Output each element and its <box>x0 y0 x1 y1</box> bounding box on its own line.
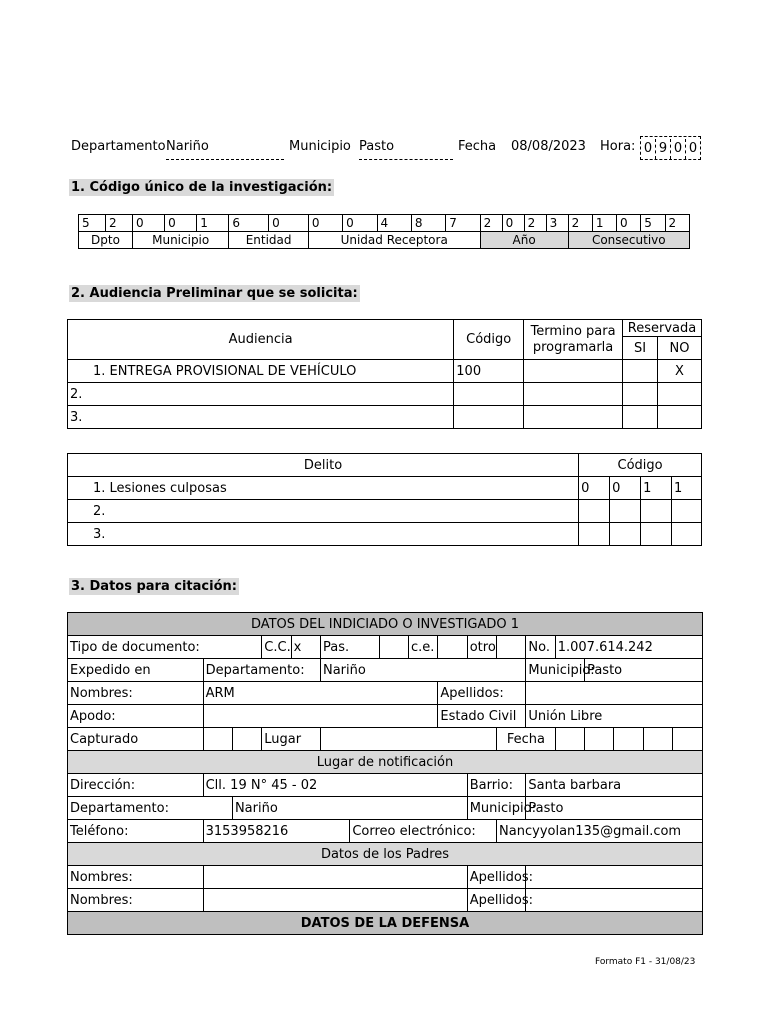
audiencia-table <box>67 319 702 429</box>
correo-label: Correo electrónico: <box>350 820 497 843</box>
fecha-box <box>614 728 643 751</box>
dep-value: Nariño <box>232 797 467 820</box>
capturado-label: Capturado <box>68 728 204 751</box>
codigo-cell <box>454 406 524 429</box>
termino-cell <box>524 360 623 383</box>
si-cell <box>623 406 658 429</box>
dep-label: Departamento: <box>68 797 233 820</box>
municipio-label: Municipio: <box>526 659 585 682</box>
ce-mark <box>438 636 467 659</box>
nombres-label: Nombres: <box>68 682 204 705</box>
departamento-label: Departamento <box>71 139 166 154</box>
telefono-label: Teléfono: <box>68 820 204 843</box>
code-digit: 2 <box>568 215 592 232</box>
departamento-label: Departamento: <box>203 659 320 682</box>
hora-digit: 0 <box>688 141 698 156</box>
code-digit: 2 <box>480 215 502 232</box>
departamento-value: Nariño <box>320 659 525 682</box>
group-dpto: Dpto <box>79 232 133 249</box>
delito-codigo-digit <box>641 500 672 523</box>
hora-digit: 0 <box>641 139 656 159</box>
fecha-box <box>673 728 703 751</box>
audiencia-cell: 1. ENTREGA PROVISIONAL DE VEHÍCULO <box>68 360 454 383</box>
si-cell <box>623 383 658 406</box>
delito-codigo-header: Código <box>579 454 702 477</box>
padre-apellidos-value <box>526 889 703 912</box>
delito-codigo-digit <box>672 523 702 546</box>
no-doc-label: No. <box>526 636 555 659</box>
termino-header: Termino para programarla <box>524 320 623 360</box>
delito-codigo-digit: 0 <box>579 477 610 500</box>
group-municipio: Municipio <box>132 232 228 249</box>
code-digit: 0 <box>165 215 197 232</box>
padre-nombres-label: Nombres: <box>68 889 204 912</box>
padre-row <box>68 889 703 912</box>
code-digit: 0 <box>617 215 641 232</box>
formato-footer: Formato F1 - 31/08/23 <box>595 957 696 967</box>
apodo-label: Apodo: <box>68 705 204 728</box>
code-groups-row <box>79 232 690 249</box>
delito-codigo-digit <box>641 523 672 546</box>
audiencia-cell: 2. <box>68 383 454 406</box>
apellidos-label: Apellidos: <box>438 682 526 705</box>
departamento-value: Nariño <box>166 139 284 160</box>
delito-codigo-digit <box>610 523 641 546</box>
otro-mark <box>497 636 526 659</box>
direccion-value: Cll. 19 N° 45 - 02 <box>203 774 467 797</box>
delito-codigo-digit: 1 <box>672 477 702 500</box>
apellidos-value <box>526 682 703 705</box>
code-digit: 1 <box>197 215 229 232</box>
code-digit: 0 <box>269 215 309 232</box>
code-digit: 8 <box>411 215 445 232</box>
delito-cell: 1. Lesiones culposas <box>68 477 579 500</box>
cc-mark: x <box>291 636 320 659</box>
code-digit: 4 <box>377 215 411 232</box>
fecha-box <box>643 728 672 751</box>
hora-value <box>640 136 701 160</box>
codigo-cell <box>454 383 524 406</box>
delito-codigo-digit <box>672 500 702 523</box>
no-cell <box>657 383 701 406</box>
section-1-title: 1. Código único de la investigación: <box>71 180 333 195</box>
apodo-row <box>68 705 703 728</box>
padre-row <box>68 866 703 889</box>
section-2-title: 2. Audiencia Preliminar que se solicita: <box>71 286 358 301</box>
defensa-header: DATOS DE LA DEFENSA <box>68 912 703 935</box>
no-cell <box>657 406 701 429</box>
municipio-label: Municipio <box>289 139 351 154</box>
code-digit: 0 <box>502 215 524 232</box>
padre-nombres-value <box>203 866 467 889</box>
no-header: NO <box>657 337 701 360</box>
padre-apellidos-value <box>526 866 703 889</box>
code-digit: 0 <box>132 215 164 232</box>
capturado-box <box>232 728 261 751</box>
section-3-title: 3. Datos para citación: <box>71 579 237 594</box>
code-digit: 2 <box>105 215 132 232</box>
mun-label: Municipio: <box>467 797 526 820</box>
investigation-code-table <box>78 214 690 249</box>
group-unidad-receptora: Unidad Receptora <box>308 232 480 249</box>
barrio-label: Barrio: <box>467 774 526 797</box>
fecha-value: 08/08/2023 <box>511 139 586 154</box>
otro-label: otro <box>467 636 496 659</box>
telefono-row <box>68 820 703 843</box>
delito-codigo-digit: 1 <box>641 477 672 500</box>
lugar-value <box>320 728 496 751</box>
municipio-value: Pasto <box>359 139 453 160</box>
delito-header: Delito <box>68 454 579 477</box>
pas-mark <box>379 636 408 659</box>
estado-civil-label: Estado Civil <box>438 705 526 728</box>
direccion-row <box>68 774 703 797</box>
code-digit: 2 <box>665 215 689 232</box>
fecha-box <box>585 728 614 751</box>
table-row <box>68 500 702 523</box>
citacion-table <box>67 612 703 935</box>
expedido-label: Expedido en <box>68 659 204 682</box>
code-digit: 0 <box>308 215 342 232</box>
code-digit: 2 <box>524 215 546 232</box>
code-digit: 5 <box>79 215 106 232</box>
table-row <box>68 383 702 406</box>
table-row <box>68 406 702 429</box>
delito-codigo-digit <box>579 523 610 546</box>
delito-table <box>67 453 702 546</box>
expedido-row <box>68 659 703 682</box>
code-digit: 5 <box>641 215 665 232</box>
notificacion-header: Lugar de notificación <box>68 751 703 774</box>
pas-label: Pas. <box>320 636 379 659</box>
code-digits-row <box>79 215 690 232</box>
padre-apellidos-label: Apellidos: <box>467 889 526 912</box>
apodo-value <box>203 705 438 728</box>
padre-apellidos-label: Apellidos: <box>467 866 526 889</box>
hora-digit: 9 <box>656 139 671 159</box>
si-cell <box>623 360 658 383</box>
no-cell: X <box>657 360 701 383</box>
audiencia-header: Audiencia <box>68 320 454 360</box>
direccion-label: Dirección: <box>68 774 204 797</box>
delito-codigo-digit <box>610 500 641 523</box>
hora-digit: 0 <box>671 139 686 159</box>
table-row <box>68 523 702 546</box>
codigo-cell: 100 <box>454 360 524 383</box>
termino-cell <box>524 406 623 429</box>
hora-label: Hora: <box>600 139 636 154</box>
ce-label: c.e. <box>409 636 438 659</box>
no-doc-value: 1.007.614.242 <box>555 636 702 659</box>
cc-label: C.C. <box>262 636 291 659</box>
padre-nombres-label: Nombres: <box>68 866 204 889</box>
group-entidad: Entidad <box>229 232 308 249</box>
termino-cell <box>524 383 623 406</box>
code-digit: 1 <box>592 215 616 232</box>
table-row <box>68 360 702 383</box>
nombres-row <box>68 682 703 705</box>
fecha-label: Fecha <box>458 139 497 154</box>
fecha-label: Fecha <box>497 728 556 751</box>
municipio-value: Pasto <box>585 659 703 682</box>
delito-cell: 3. <box>68 523 579 546</box>
table-row <box>68 477 702 500</box>
si-header: SI <box>623 337 658 360</box>
delito-codigo-digit <box>579 500 610 523</box>
estado-civil-value: Unión Libre <box>526 705 703 728</box>
delito-cell: 2. <box>68 500 579 523</box>
tipo-doc-label: Tipo de documento: <box>68 636 262 659</box>
lugar-label: Lugar <box>262 728 321 751</box>
group-anio: Año <box>480 232 568 249</box>
code-digit: 3 <box>546 215 568 232</box>
codigo-header: Código <box>454 320 524 360</box>
group-consecutivo: Consecutivo <box>568 232 689 249</box>
barrio-value: Santa barbara <box>526 774 703 797</box>
indiciado-header: DATOS DEL INDICIADO O INVESTIGADO 1 <box>68 613 703 636</box>
capturado-row <box>68 728 703 751</box>
padre-nombres-value <box>203 889 467 912</box>
departamento-row <box>68 797 703 820</box>
mun-value: Pasto <box>526 797 703 820</box>
delito-codigo-digit: 0 <box>610 477 641 500</box>
reservada-header: Reservada <box>623 320 702 337</box>
fecha-box <box>555 728 584 751</box>
capturado-box <box>203 728 232 751</box>
code-digit: 6 <box>229 215 269 232</box>
audiencia-cell: 3. <box>68 406 454 429</box>
code-digit: 0 <box>343 215 377 232</box>
tipo-documento-row <box>68 636 703 659</box>
nombres-value: ARM <box>203 682 438 705</box>
padres-header: Datos de los Padres <box>68 843 703 866</box>
telefono-value: 3153958216 <box>203 820 350 843</box>
code-digit: 7 <box>446 215 480 232</box>
correo-value: Nancyyolan135@gmail.com <box>497 820 703 843</box>
